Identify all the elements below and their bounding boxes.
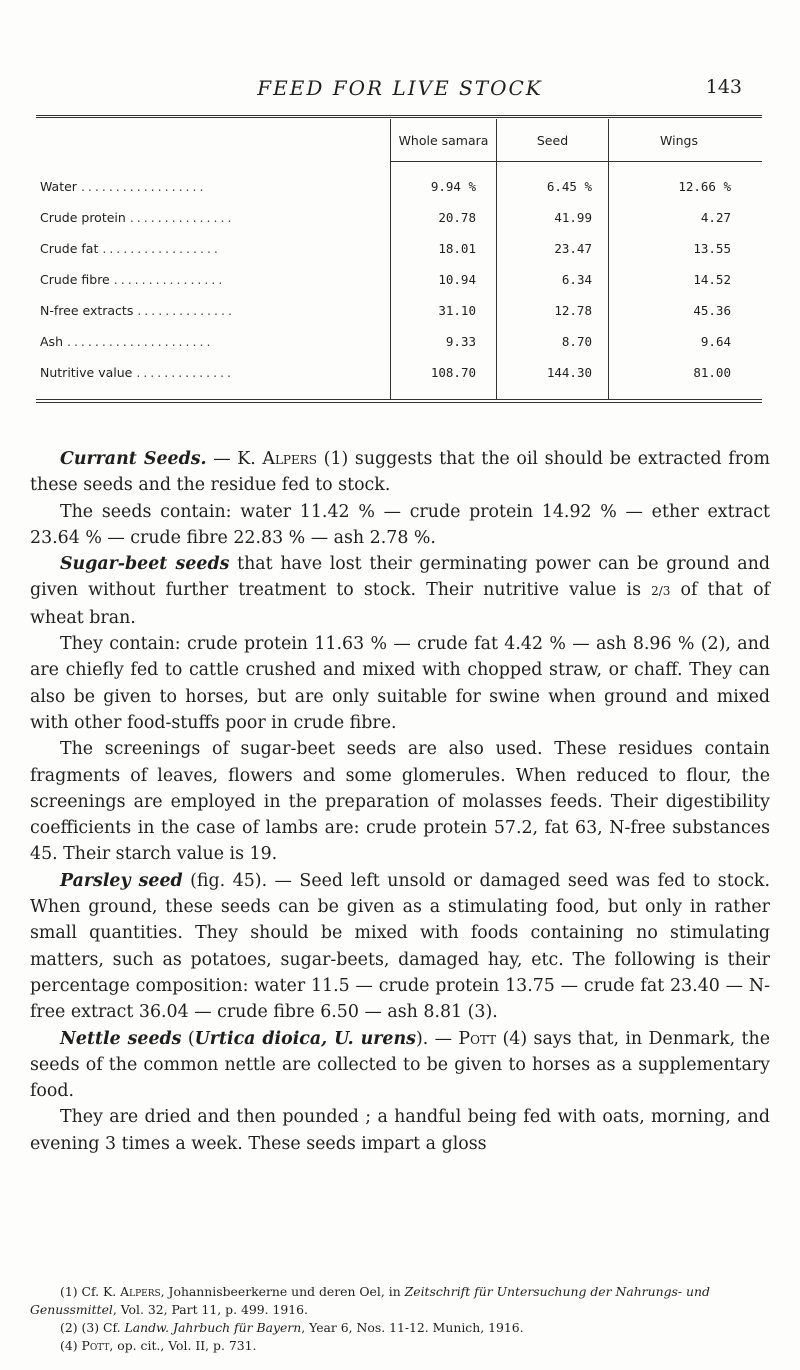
text: (4) [60, 1338, 82, 1353]
running-title: FEED FOR LIVE STOCK [257, 76, 543, 100]
paragraph-sugar-beet [30, 551, 770, 631]
text: , Johannisbeerkerne und deren Oel, in [160, 1284, 405, 1299]
cell-whole: 20.78 [438, 210, 476, 225]
table-row [36, 241, 762, 263]
paragraph: The seeds contain: water 11.42 % — crude protein 14.92 % — ether extract 23.64 % — crude fibre 22.83 % — ash 2.78 %. [30, 501, 770, 548]
text: , Vol. 32, Part 11, p. 499. 1916. [112, 1302, 308, 1317]
table-row [36, 272, 762, 294]
text: (2) (3) Cf. [60, 1320, 125, 1335]
col-header-seed: Seed [536, 133, 569, 148]
page-number: 143 [705, 76, 742, 98]
body-text [30, 446, 770, 1157]
row-label: Nutritive value .............. [40, 365, 234, 380]
cell-whole: 31.10 [438, 303, 476, 318]
paragraph-nettle [30, 1026, 770, 1105]
cell-seed: 41.99 [554, 210, 592, 225]
table-row [36, 179, 762, 201]
author-name: Pott [81, 1338, 110, 1353]
text: (4) says that, in Denmark, the seeds of the common nettle are collected to be given to horses as a supplementary food. [30, 1028, 770, 1102]
table-top-rule [36, 115, 762, 116]
cell-whole: 9.33 [445, 334, 476, 349]
paragraph: They contain: crude protein 11.63 % — crude fat 4.42 % — ash 8.96 % (2), and are chiefly fed to cattle crushed and mixed with chopped straw, or chaff. They can also be given to horses, but are only suitable for swine when ground and mixed with other food-stuffs poor in crude fibre. [30, 634, 770, 733]
author-name: Pott [458, 1028, 497, 1049]
cell-whole: 10.94 [438, 272, 476, 287]
header-bottom-rule [390, 161, 762, 162]
row-label: Water .................. [40, 179, 207, 194]
cell-seed: 12.78 [554, 303, 592, 318]
text: , Year 6, Nos. 11-12. Munich, 1916. [301, 1320, 524, 1335]
nettle-heading: Nettle seeds [60, 1028, 182, 1049]
paragraph-currant [30, 446, 770, 499]
page-header [0, 76, 800, 106]
cell-wings: 4.27 [700, 210, 731, 225]
cell-wings: 81.00 [693, 365, 731, 380]
text: that have lost their germinating power can be ground and given without further treatment to stock. Their nutritive value is [30, 554, 770, 601]
text: of that of wheat bran. [30, 580, 770, 628]
cell-wings: 9.64 [700, 334, 731, 349]
fraction: 2/3 [651, 584, 671, 599]
author-name: Alpers [262, 449, 318, 469]
table-row [36, 210, 762, 232]
table-top-rule-2 [36, 117, 762, 118]
cell-seed: 6.45 % [546, 179, 592, 194]
row-label: Crude protein ............... [40, 210, 235, 225]
text: ). — [415, 1028, 459, 1049]
row-label: N-free extracts .............. [40, 303, 235, 318]
paragraph: They are dried and then pounded ; a handful being fed with oats, morning, and evening 3 times a week. These seeds impart a gloss [30, 1107, 770, 1154]
sugar-beet-heading: Sugar-beet seeds [60, 554, 230, 575]
table-bottom-rule-2 [36, 402, 762, 403]
text: (fig. 45). — Seed left unsold or damaged seed was fed to stock. When ground, these seeds can be given as a stimulating food, but only in rather small quantities. They should be mixed with foods containing no stimulating matters, such as potatoes, sugar-beets, damaged hay, etc. The following is their percentage composition: water 11.5 — crude protein 13.75 — crude fat 23.40 — N-free extract 36.04 — crude fibre 6.50 — ash 8.81 (3). [30, 870, 770, 1023]
cell-whole: 9.94 % [430, 179, 476, 194]
author-name: Alpers [120, 1284, 161, 1299]
currant-heading: Currant Seeds. [60, 449, 207, 469]
col-header-wings: Wings [660, 133, 698, 148]
footnote [30, 1319, 770, 1337]
row-label: Crude fibre ................ [40, 272, 226, 287]
row-label: Crude fat ................. [40, 241, 221, 256]
col-header-whole-samara: Whole samara [398, 133, 489, 148]
cell-whole: 108.70 [430, 365, 476, 380]
cell-wings: 12.66 % [678, 179, 731, 194]
cell-seed: 6.34 [561, 272, 592, 287]
paragraph: The screenings of sugar-beet seeds are also used. These residues contain fragments of leaves, flowers and some glomerules. When reduced to flour, the screenings are employed in the preparation of molasses feeds. Their digestibility coefficients in the case of lambs are: crude protein 57.2, fat 63, N-free substances 45. Their starch value is 19. [30, 739, 770, 865]
table-bottom-rule [36, 399, 762, 400]
table-row [36, 334, 762, 356]
text: , op. cit., Vol. II, p. 731. [109, 1338, 257, 1353]
cell-wings: 13.55 [693, 241, 731, 256]
cell-seed: 8.70 [561, 334, 592, 349]
footnote [30, 1283, 770, 1319]
footnote [30, 1337, 770, 1355]
cell-whole: 18.01 [438, 241, 476, 256]
text: ( [181, 1028, 195, 1049]
cell-wings: 45.36 [693, 303, 731, 318]
journal-title: Zeitschrift für Untersuchung der Nahrungs- und Genussmittel [30, 1284, 710, 1317]
latin-name: Urtica dioica, U. urens [194, 1028, 416, 1049]
cell-wings: 14.52 [693, 272, 731, 287]
journal-title: Landw. Jahrbuch für Bayern [124, 1320, 302, 1335]
text: (1) Cf. K. [60, 1284, 121, 1299]
table-row [36, 303, 762, 325]
text: (1) suggests that the oil should be extracted from these seeds and the residue fed to stock. [30, 449, 770, 496]
paragraph-parsley [30, 868, 770, 1026]
text: — K. [206, 449, 263, 469]
row-label: Ash ..................... [40, 334, 214, 349]
cell-seed: 23.47 [554, 241, 592, 256]
cell-seed: 144.30 [546, 365, 592, 380]
composition-table [36, 115, 762, 405]
footnotes [30, 1283, 770, 1355]
parsley-heading: Parsley seed [60, 870, 183, 891]
table-row [36, 365, 762, 387]
